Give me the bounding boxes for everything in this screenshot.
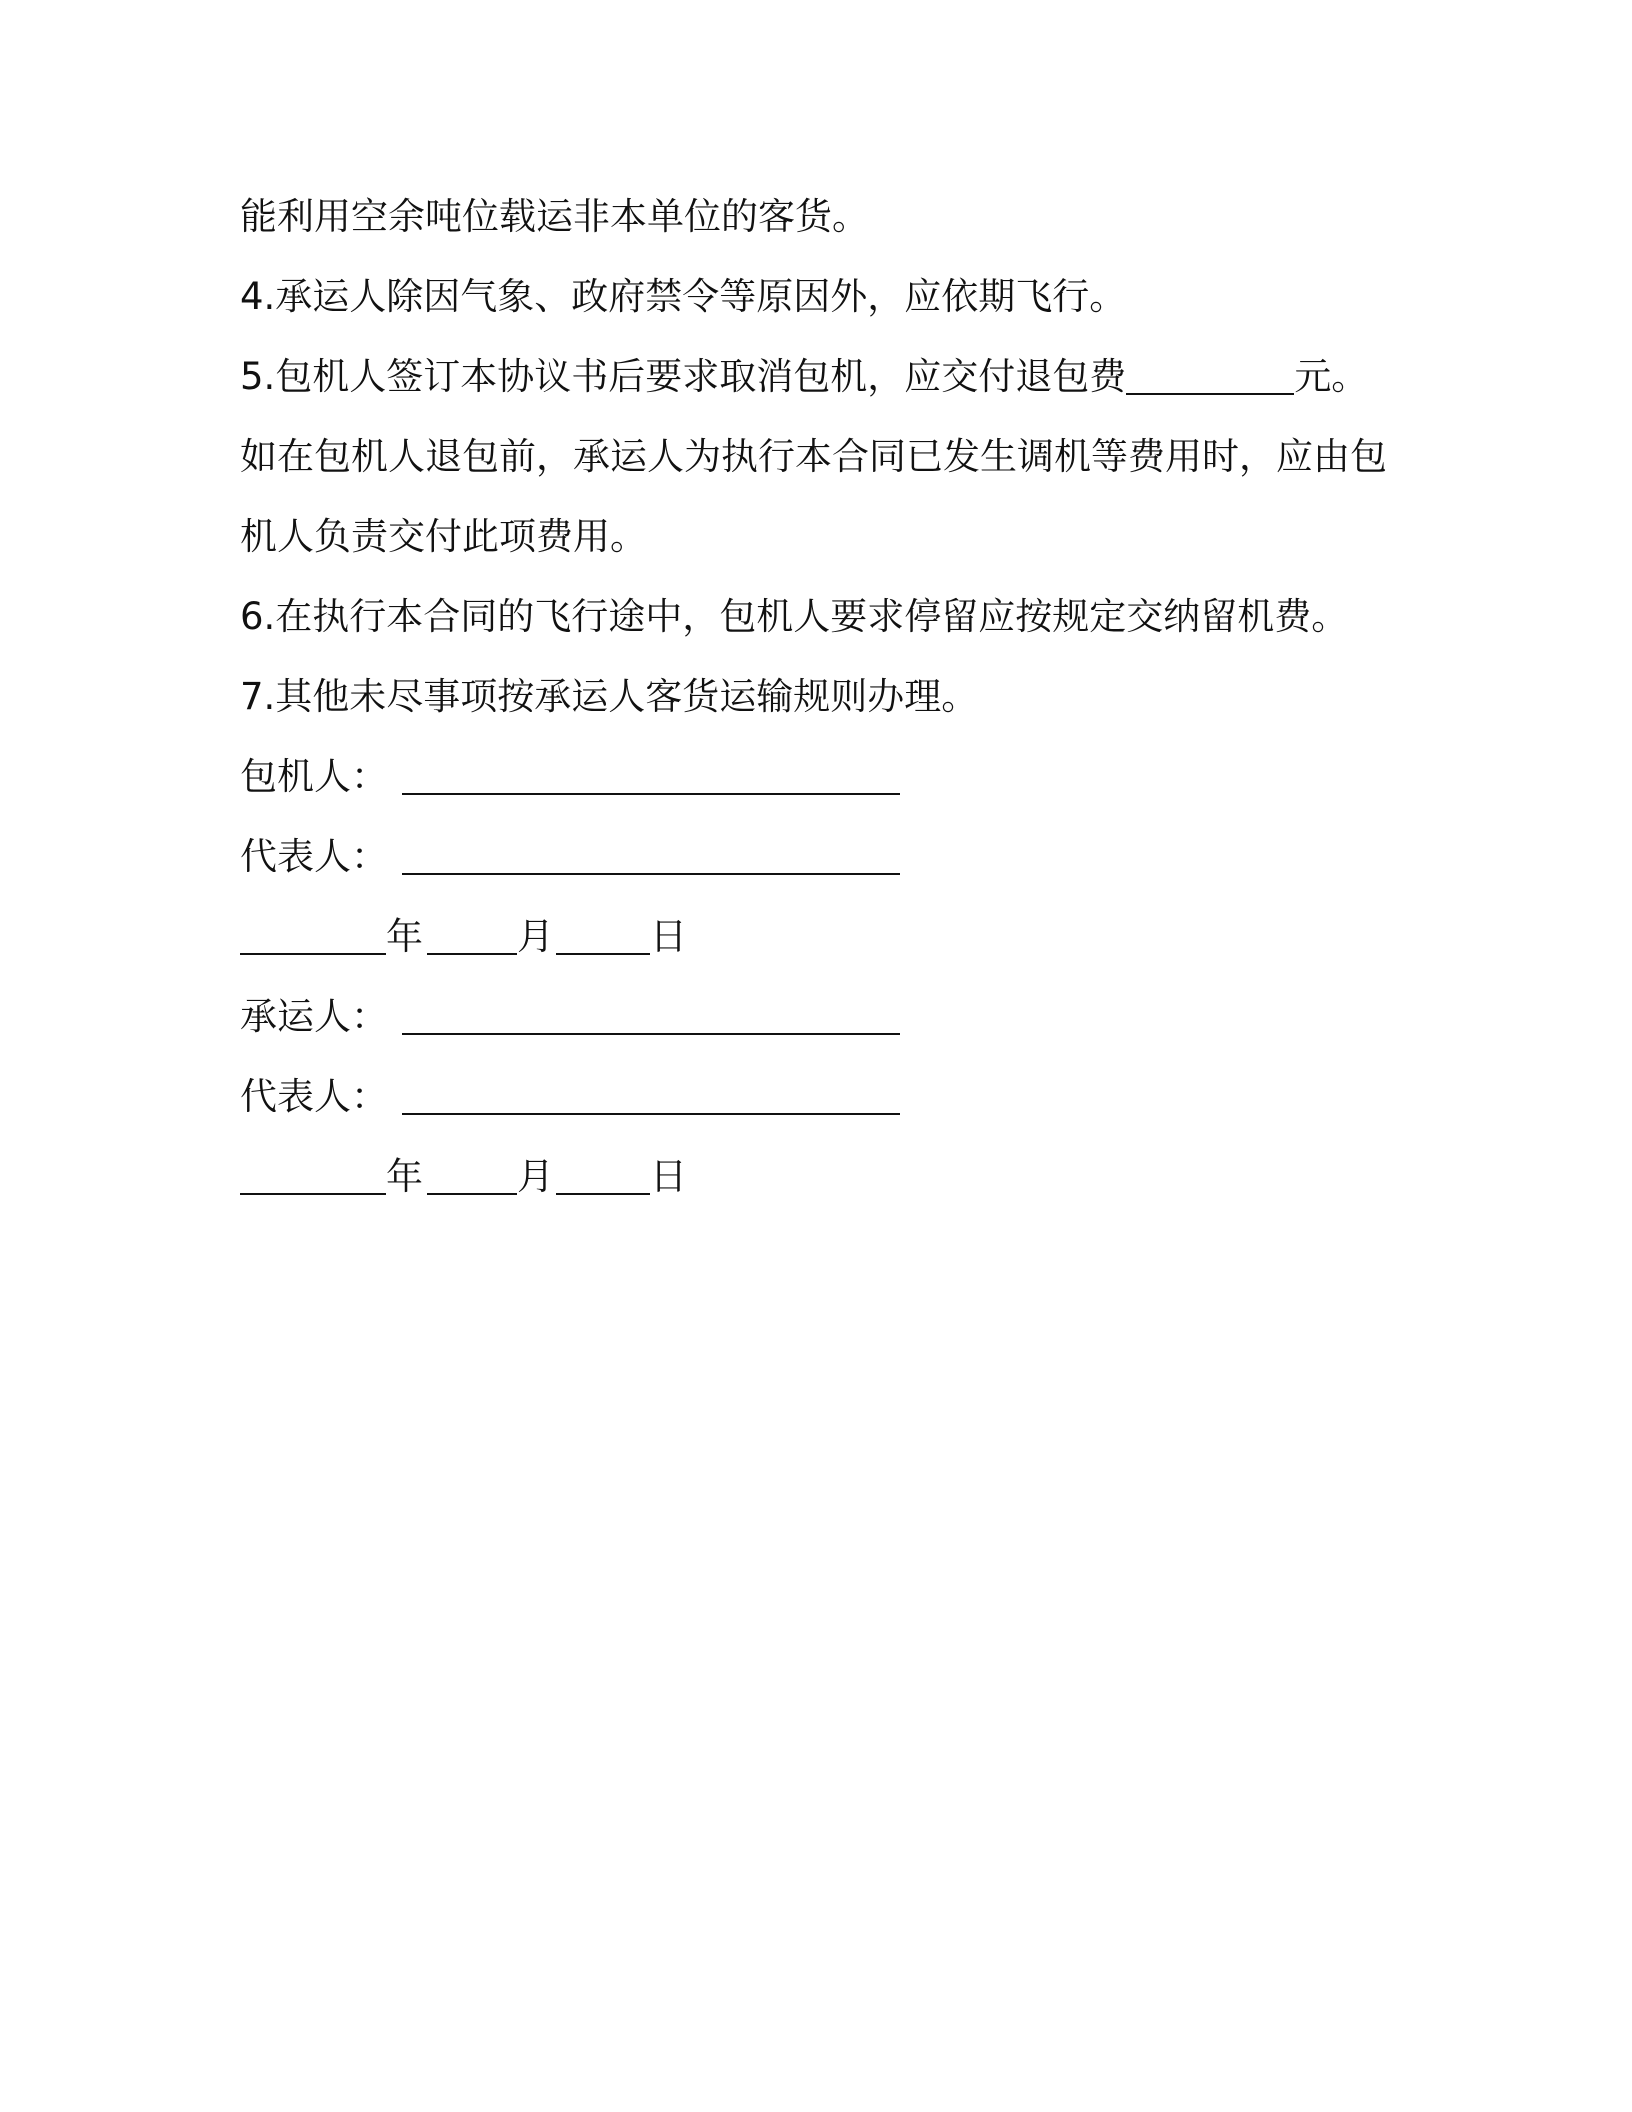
carrier-signature-line bbox=[240, 986, 1400, 1066]
day-blank[interactable] bbox=[556, 1147, 650, 1195]
year-blank[interactable] bbox=[240, 907, 386, 955]
charterer-label: 包机人： bbox=[240, 755, 388, 798]
clause-6 bbox=[240, 586, 1400, 666]
day-label: 日 bbox=[650, 1155, 687, 1198]
line-text: 能利用空余吨位载运非本单位的客货。 bbox=[240, 195, 869, 238]
paragraph-line bbox=[240, 186, 1400, 266]
document-body bbox=[240, 186, 1400, 1226]
charterer-signature-line bbox=[240, 746, 1400, 826]
day-blank[interactable] bbox=[556, 907, 650, 955]
representative-label: 代表人： bbox=[240, 1075, 388, 1118]
line-text: 如在包机人退包前，承运人为执行本合同已发生调机等费用时，应由包 bbox=[240, 435, 1387, 478]
charterer-signature-blank[interactable] bbox=[402, 747, 900, 795]
refund-fee-blank[interactable] bbox=[1126, 347, 1294, 395]
year-label: 年 bbox=[386, 1155, 423, 1198]
day-label: 日 bbox=[650, 915, 687, 958]
year-blank[interactable] bbox=[240, 1147, 386, 1195]
charterer-representative-line bbox=[240, 826, 1400, 906]
month-blank[interactable] bbox=[427, 907, 517, 955]
month-label: 月 bbox=[517, 1155, 554, 1198]
clause-4 bbox=[240, 266, 1400, 346]
line-text: 7.其他未尽事项按承运人客货运输规则办理。 bbox=[240, 675, 979, 718]
currency-unit: 元。 bbox=[1294, 355, 1369, 398]
paragraph-line bbox=[240, 426, 1400, 506]
carrier-date-line bbox=[240, 1146, 1400, 1226]
carrier-label: 承运人： bbox=[240, 995, 388, 1038]
paragraph-line bbox=[240, 506, 1400, 586]
charterer-date-line bbox=[240, 906, 1400, 986]
representative-label: 代表人： bbox=[240, 835, 388, 878]
month-label: 月 bbox=[517, 915, 554, 958]
clause-5 bbox=[240, 346, 1400, 426]
carrier-signature-blank[interactable] bbox=[402, 987, 900, 1035]
carrier-representative-line bbox=[240, 1066, 1400, 1146]
year-label: 年 bbox=[386, 915, 423, 958]
carrier-representative-blank[interactable] bbox=[402, 1067, 900, 1115]
clause-7 bbox=[240, 666, 1400, 746]
line-text: 5.包机人签订本协议书后要求取消包机，应交付退包费 bbox=[240, 355, 1127, 398]
line-text: 6.在执行本合同的飞行途中，包机人要求停留应按规定交纳留机费。 bbox=[240, 595, 1349, 638]
line-text: 4.承运人除因气象、政府禁令等原因外，应依期飞行。 bbox=[240, 275, 1127, 318]
line-text: 机人负责交付此项费用。 bbox=[240, 515, 647, 558]
month-blank[interactable] bbox=[427, 1147, 517, 1195]
charterer-representative-blank[interactable] bbox=[402, 827, 900, 875]
